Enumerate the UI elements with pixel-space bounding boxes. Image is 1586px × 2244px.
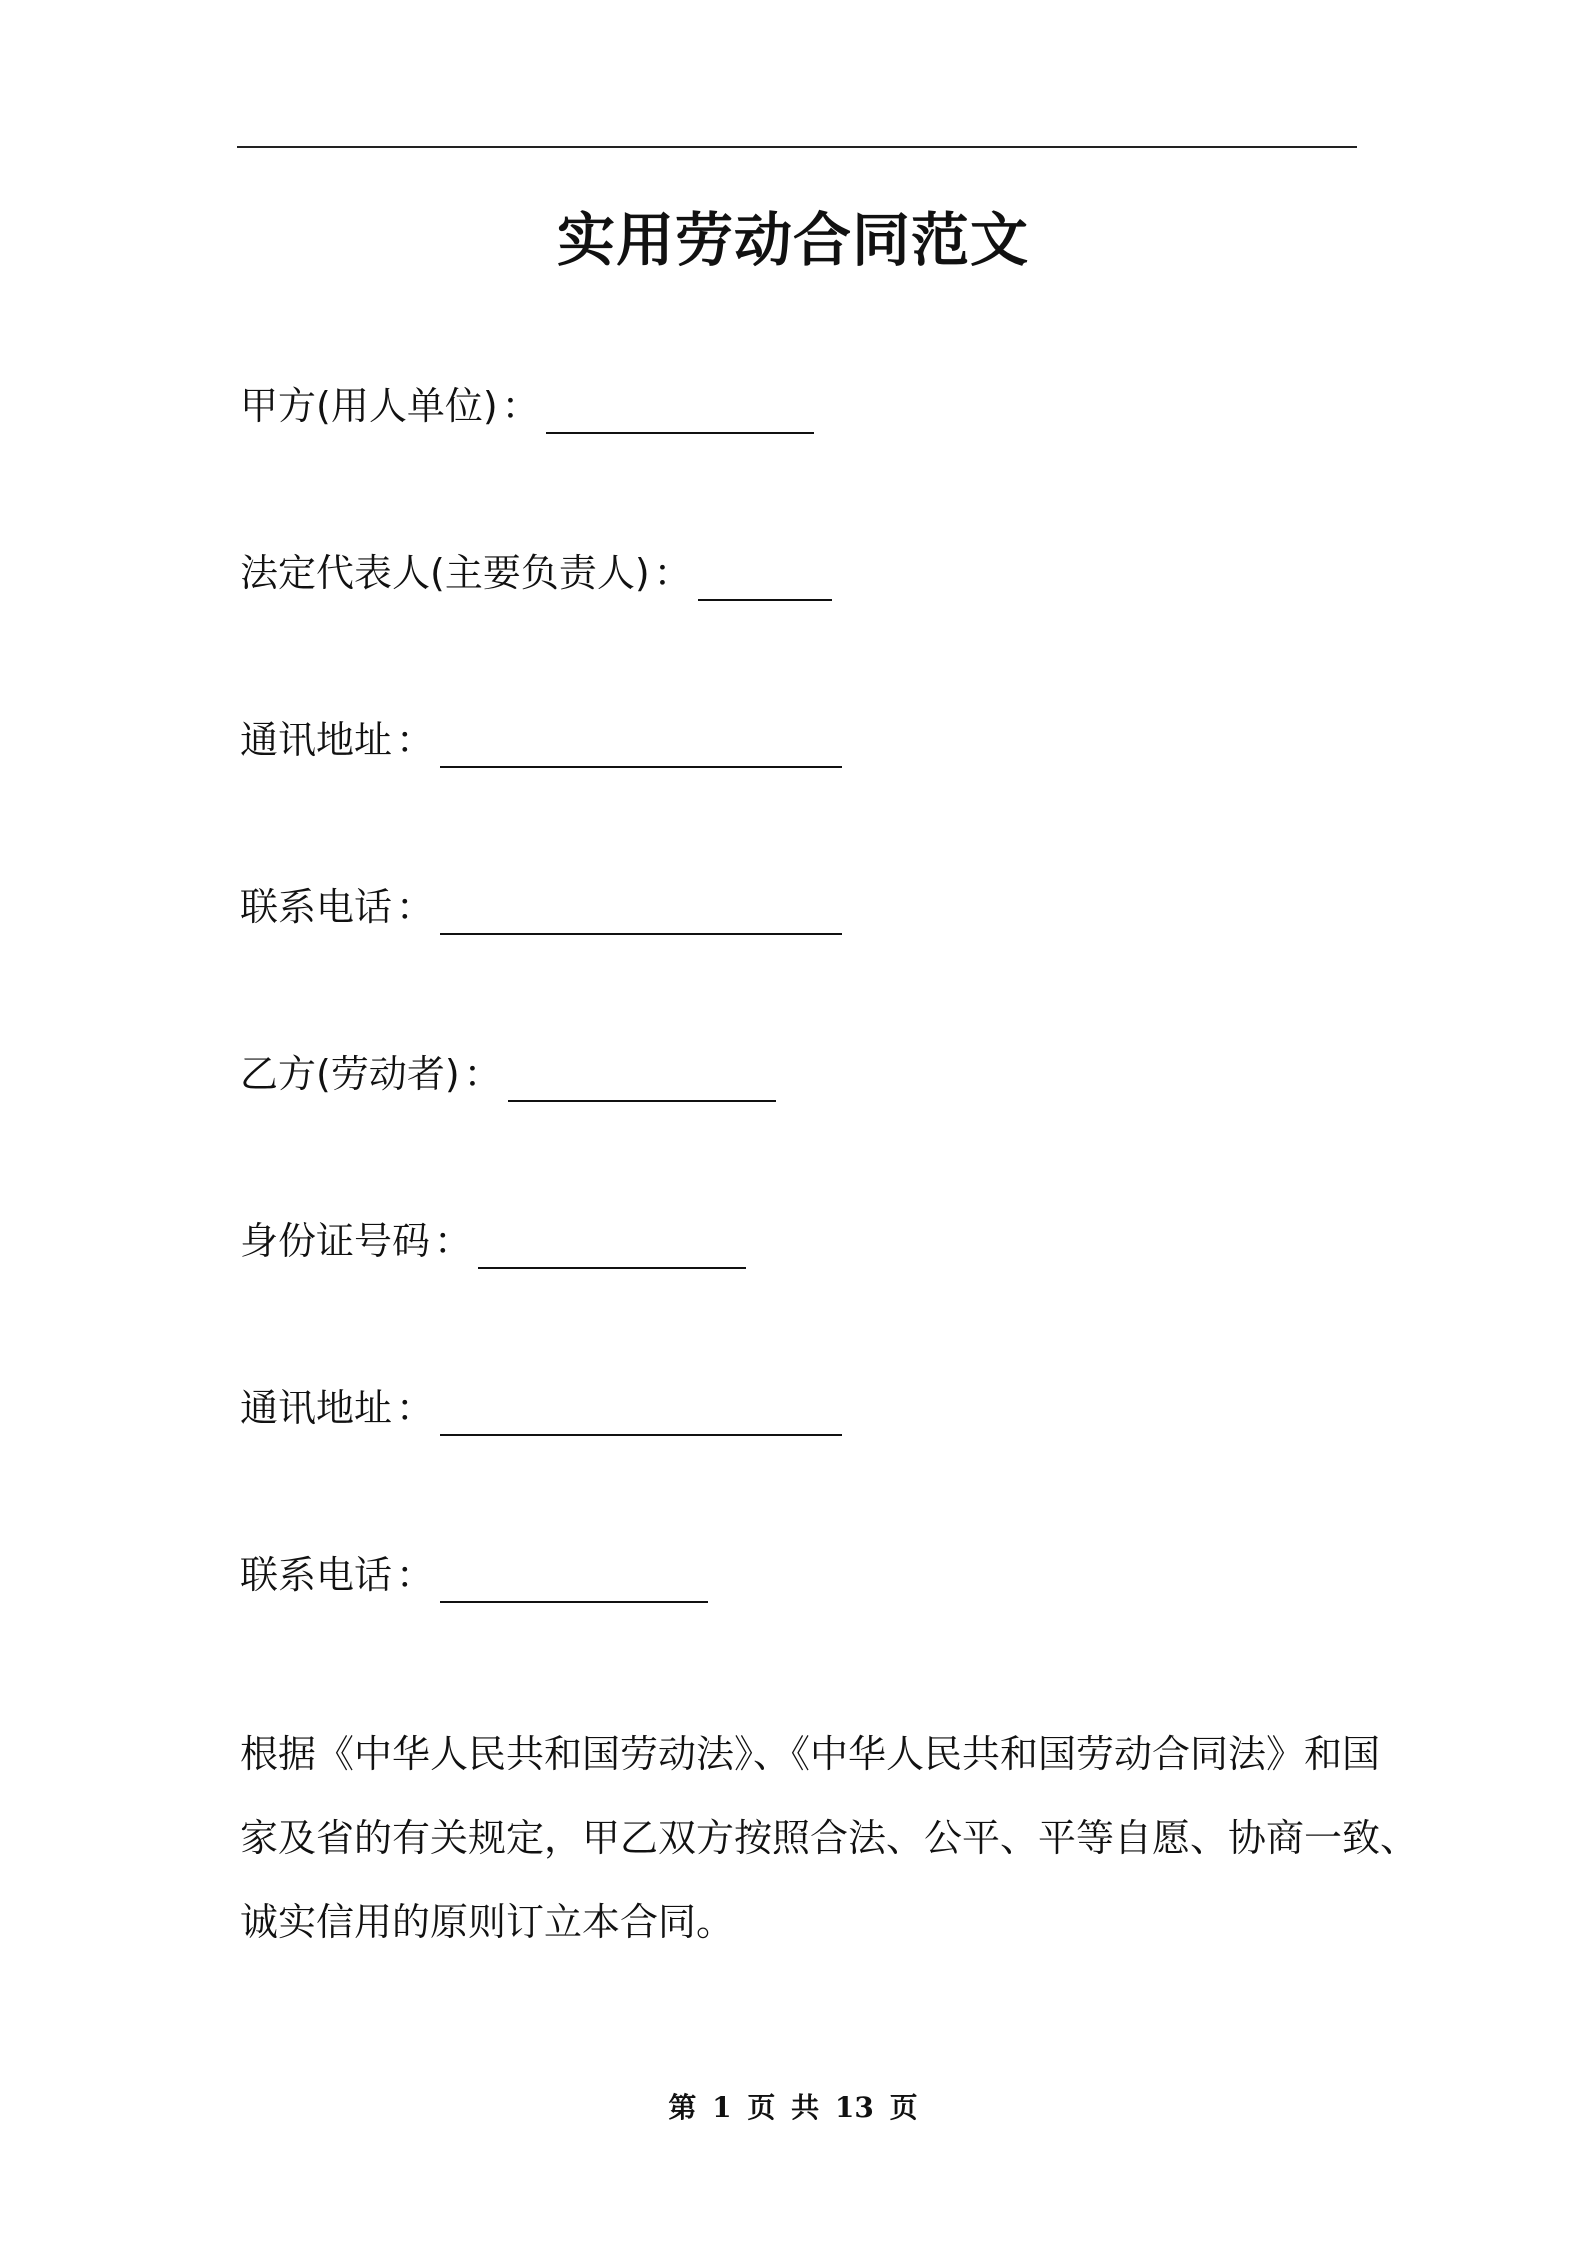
party-a-phone-field — [240, 879, 842, 935]
party-b-address-field — [240, 1380, 842, 1436]
id-number-blank[interactable] — [478, 1223, 746, 1269]
party-a-phone-colon: ： — [396, 885, 435, 929]
party-a-address-label: 通讯地址 — [240, 718, 393, 762]
legal-representative-field — [240, 545, 832, 601]
document-title: 实用劳动合同范文 — [556, 206, 1029, 274]
party-b-phone-label: 联系电话 — [240, 1553, 393, 1597]
party-b-field — [240, 1046, 776, 1102]
party-b-address-colon: ： — [396, 1386, 435, 1430]
page-number-footer: 第 1 页 共 13 页 — [668, 2091, 918, 2124]
party-b-phone-blank[interactable] — [440, 1557, 708, 1603]
party-a-label: 甲方(用人单位) — [240, 384, 498, 428]
party-b-phone-field — [240, 1547, 708, 1603]
preamble-paragraph — [240, 1712, 1419, 1964]
party-b-address-blank[interactable] — [440, 1390, 842, 1436]
party-a-colon: ： — [501, 384, 540, 428]
party-b-label: 乙方(劳动者) — [240, 1052, 460, 1096]
legal-representative-label: 法定代表人(主要负责人) — [240, 551, 650, 595]
party-a-blank[interactable] — [546, 388, 814, 434]
header-rule — [237, 146, 1357, 148]
party-a-phone-label: 联系电话 — [240, 885, 393, 929]
party-a-address-colon: ： — [396, 718, 435, 762]
party-b-blank[interactable] — [508, 1056, 776, 1102]
party-a-address-field — [240, 712, 842, 768]
preamble-line-3: 诚实信用的原则订立本合同。 — [240, 1900, 735, 1944]
legal-representative-blank[interactable] — [698, 555, 832, 601]
party-b-address-label: 通讯地址 — [240, 1386, 393, 1430]
id-number-label: 身份证号码 — [240, 1219, 431, 1263]
party-b-colon: ： — [463, 1052, 502, 1096]
id-number-colon: ： — [434, 1219, 473, 1263]
legal-representative-colon: ： — [653, 551, 692, 595]
preamble-line-1: 根据《中华人民共和国劳动法》、《中华人民共和国劳动合同法》和国 — [240, 1732, 1381, 1776]
id-number-field — [240, 1213, 746, 1269]
party-a-phone-blank[interactable] — [440, 889, 842, 935]
party-a-field — [240, 378, 814, 434]
preamble-line-2: 家及省的有关规定，甲乙双方按照合法、公平、平等自愿、协商一致、 — [240, 1816, 1419, 1860]
party-a-address-blank[interactable] — [440, 722, 842, 768]
party-b-phone-colon: ： — [396, 1553, 435, 1597]
